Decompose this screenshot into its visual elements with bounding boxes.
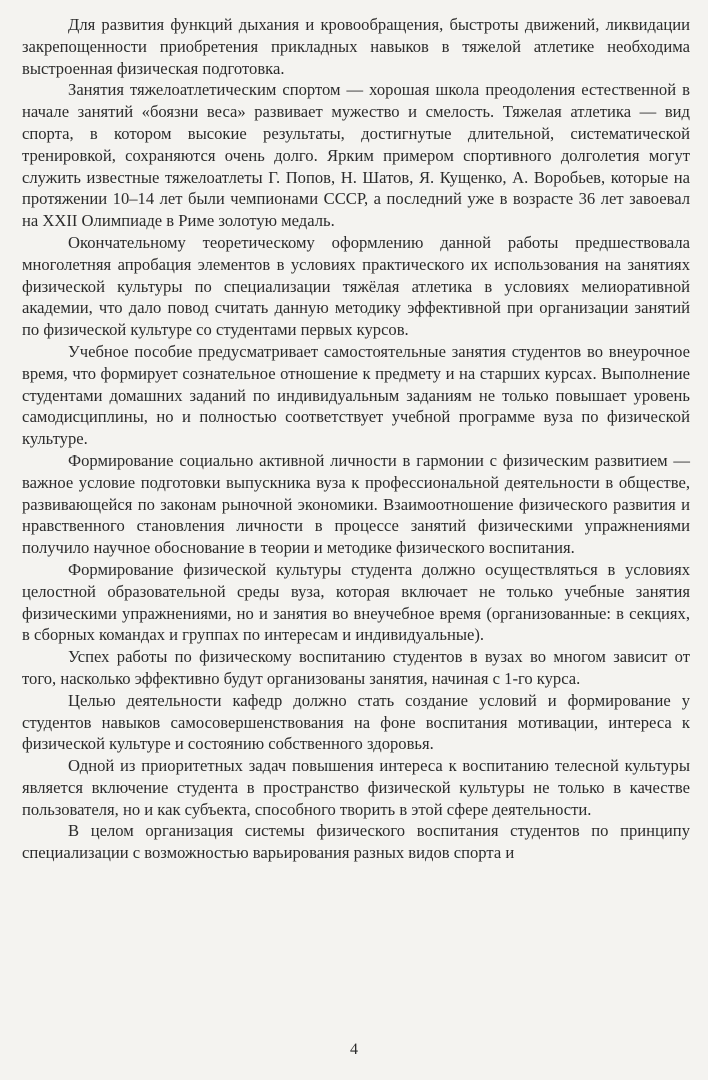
page-number: 4 [350,1041,358,1058]
paragraph-study-guide: Учебное пособие предусматривает самостоятельные занятия студентов во внеурочное время, что формирует сознательное отношение к предмету и на старших курсах. Выполнение студентами домашних заданий по индивидуальным заданиям не только повышает уровень самодисциплины, но и полностью соответствует учебной программе вуза по физической культуре. [22,341,690,449]
paragraph-breathing-development: Для развития функций дыхания и кровообращения, быстроты движений, ликвидации закрепощенности приобретения прикладных навыков в тяжелой атлетике необходима выстроенная физическая подготовка. [22,15,690,78]
paragraph-weightlifting-sport: Занятия тяжелоатлетическим спортом — хорошая школа преодоления естественной в начале занятий «боязни веса» развивает мужество и смелость. Тяжелая атлетика — вид спорта, в котором высокие результаты, достигнутые длительной, систематической тренировкой, сохраняются очень долго. Ярким примером спортивного долголетия могут служить известные тяжелоатлеты Г. Попов, Н. Шатов, Я. Кущенко, А. Воробьев, которые на протяжении 10–14 лет были чемпионами СССР, а последний уже в возрасте 36 лет завоевал на XXII Олимпиаде в Риме золотую медаль. [22,80,690,231]
paragraph-methodology-approbation: Окончательному теоретическому оформлению данной работы предшествовала многолетняя апробация элементов в условиях практического их использования на занятиях физической культуры по специализации тяжёлая атлетика в условиях мелиоративной академии, что дало повод считать данную методику эффективной при организации занятий по физической культуре со студентами первых курсов. [22,232,690,340]
paragraph-priority-tasks: Одной из приоритетных задач повышения интереса к воспитанию телесной культуры является включение студента в пространство физической культуры не только в качестве пользователя, но и как субъекта, способного творить в этой сфере деятельности. [22,756,690,819]
paragraph-active-personality: Формирование социально активной личности в гармонии с физическим развитием — важное условие подготовки выпускника вуза к профессиональной деятельности в обществе, развивающейся по законам рыночной экономики. Взаимоотношение физического развития и нравственного становления личности в процессе занятий физическими упражнениями получило научное обоснование в теории и методике физического воспитания. [22,450,690,558]
paragraph-system-organization: В целом организация системы физического воспитания студентов по принципу специализации с возможностью варьирования разных видов спорта и [22,821,690,863]
paragraph-department-goal: Целью деятельности кафедр должно стать создание условий и формирование у студентов навыков самосовершенствования на фоне воспитания мотивации, интереса к физической культуре и состоянию собственного здоровья. [22,690,690,754]
paragraph-physical-culture-formation: Формирование физической культуры студента должно осуществляться в условиях целостной образовательной среды вуза, которая включает не только учебные занятия физическими упражнениями, но и занятия во внеучебное время (организованные: в секциях, в сборных командах и группах по интересам и индивидуальные). [22,559,690,645]
body-text [22,14,690,864]
paragraph-success-of-work: Успех работы по физическому воспитанию студентов в вузах во многом зависит от того, насколько эффективно будут организованы занятия, начиная с 1-го курса. [22,647,690,688]
